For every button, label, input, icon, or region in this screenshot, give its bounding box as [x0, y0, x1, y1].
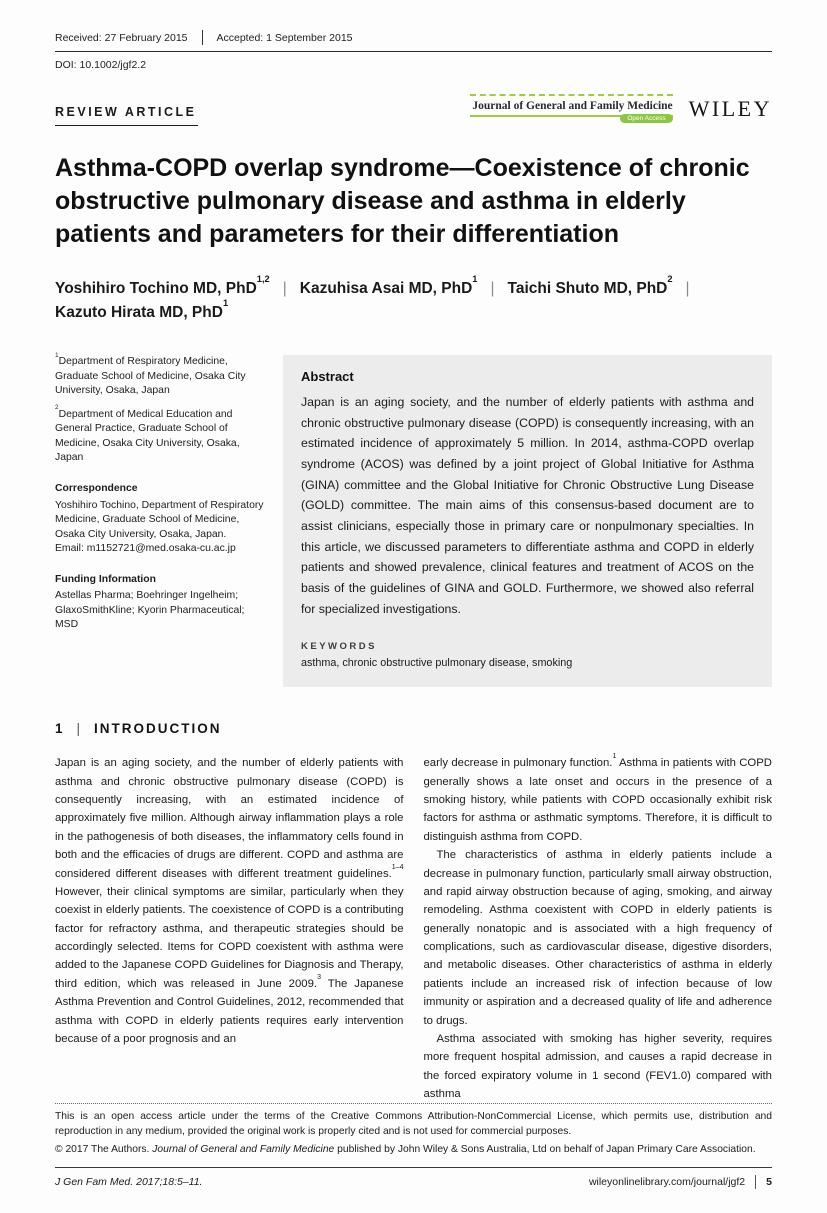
open-access-badge: Open Access [620, 114, 672, 123]
section-heading-introduction [55, 721, 772, 736]
received-date: Received: 27 February 2015 [55, 31, 188, 44]
author-affiliation-sup: 2 [667, 274, 673, 285]
body-column-left [55, 754, 404, 1103]
author-separator: | [490, 280, 495, 297]
abstract-box [283, 355, 772, 687]
correspondence-heading: Correspondence [55, 482, 138, 494]
dates-divider [202, 30, 203, 45]
author-affiliation-sup: 1 [222, 298, 229, 309]
affiliation: $^2$Department of Medical Education and General Practice, Graduate School of Medicine, Osaka City University, Osaka, Japan [55, 404, 240, 464]
body-column-right [424, 754, 773, 1103]
type-banner-row [55, 93, 772, 126]
article-type-label: REVIEW ARTICLE [55, 93, 198, 126]
page-footer [55, 1103, 772, 1189]
section-title: INTRODUCTION [94, 721, 222, 737]
funding-text: Astellas Pharma; Boehringer Ingelheim; GlaxoSmithKline; Kyorin Pharmaceutical; MSD [55, 590, 245, 631]
body-columns [55, 754, 772, 1103]
author: Kazuto Hirata MD, PhD$^1$ [55, 298, 229, 322]
journal-logo-bar [465, 93, 466, 125]
funding-heading: Funding Information [55, 573, 156, 585]
license-note: This is an open access article under the terms of the Creative Commons Attribution-NonCommercial License, which permits use, distribution and reproduction in any medium, provided the original work is properly cited and is not used for commercial purposes. [55, 1103, 772, 1139]
journal-name: Journal of General and Family Medicine [472, 100, 673, 112]
header-rule [55, 51, 772, 52]
journal-url-link[interactable]: wileyonlinelibrary.com/journal/jgf2 [588, 1176, 746, 1189]
author-affiliation-sup: 1,2 [256, 274, 270, 285]
author: Taichi Shuto MD, PhD$^2$ [507, 274, 673, 297]
dates-row [55, 30, 772, 45]
journal-logo [465, 93, 673, 125]
body-paragraph: Japan is an aging society, and the number of elderly patients with asthma and chronic obstructive pulmonary disease (COPD) is consequently increasing, with an estimated incidence of approximately five million. Although airway inflammation plays a role in the pathogenesis of both diseases, the inflammatory cells found in both and the efficacies of drugs are different. COPD and asthma are considered different diseases with different treatment guidelines.$^{1-4}$ However, their clinical symptoms are similar, particularly when they coexist in elderly patients. The coexistence of COPD is a contributing factor for refractory asthma, and therapeutic strategies should be accordingly selected. Items for COPD coexistent with asthma were added to the Japanese COPD Guidelines for Diagnosis and Therapy, third edition, which was released in June 2009.$^3$ The Japanese Asthma Prevention and Control Guidelines, 2012, recommended that asthma with COPD in elderly patients requires early intervention because of a poor prognosis and an [55, 757, 404, 1045]
body-paragraph: The characteristics of asthma in elderly patients include a decrease in pulmonary function, particularly small airway obstruction, and rapid airway obstruction because of aging, smoking, and airway remodeling. Asthma coexistent with COPD in elderly patients is generally nonatopic and is associated with a high frequency of complications, such as cardiovascular disease, digestive disorders, and metabolic diseases. Other characteristics of asthma in elderly patients include an increased risk of infection because of low immunity or aspiration and a decreased quality of life and adherence to drugs. [423, 849, 772, 1027]
info-abstract-section [55, 351, 772, 687]
author-list [55, 274, 755, 325]
journal-citation: J Gen Fam Med. 2017;18:5–11. [55, 1176, 203, 1189]
article-title: Asthma-COPD overlap syndrome—Coexistence of chronic obstructive pulmonary disease and asthma in elderly patients and parameters for their differentiation [55, 154, 750, 248]
keywords: asthma, chronic obstructive pulmonary disease, smoking [301, 657, 573, 670]
footer-rule [55, 1167, 772, 1168]
wiley-logo: WILEY [688, 96, 772, 121]
copyright-note: © 2017 The Authors. Journal of General and Family Medicine published by John Wiley & Sons Australia, Ltd on behalf of Japan Primary Care Association. [55, 1143, 756, 1155]
abstract-text: Japan is an aging society, and the number of elderly patients with asthma and chronic obstructive pulmonary disease (COPD) is consequently increasing, with an estimated incidence of approximately 5 million. In 2014, asthma-COPD overlap syndrome (ACOS) was defined by a joint project of Global Initiative for Asthma (GINA) committee and the Global Initiative for Chronic Obstructive Lung Disease (GOLD) committee. The main aims of this consensus-based document are to assist clinicians, especially those in primary care or nonpulmonary specialties. In this article, we discussed parameters to differentiate asthma and COPD in elderly patients and showed prevalence, clinical features and treatment of ACOS on the basis of the guidelines of GINA and GOLD. Furthermore, we showed also referral for specialized investigations. [301, 395, 754, 616]
author-separator: | [282, 280, 287, 297]
journal-logo-rule [470, 115, 672, 125]
author: Yoshihiro Tochino MD, PhD$^{1,2}$ [55, 274, 270, 297]
keywords-heading: KEYWORDS [301, 641, 377, 653]
doi: DOI: 10.1002/jgf2.2 [55, 59, 147, 71]
body-paragraph: early decrease in pulmonary function.$^1$ Asthma in patients with COPD generally shows a late onset and occurs in the presence of a smoking history, while patients with COPD occasionally exhibit risk factors for asthma or asthmatic symptoms. Therefore, it is difficult to distinguish asthma from COPD. [423, 753, 772, 843]
correspondence-text: Yoshihiro Tochino, Department of Respiratory Medicine, Graduate School of Medicine, Osaka City University, Osaka, Japan. Email: m1152721@med.osaka-cu.ac.jp [55, 499, 264, 555]
author-separator: | [685, 280, 690, 297]
accepted-date: Accepted: 1 September 2015 [216, 31, 353, 44]
affiliation: $^1$Department of Respiratory Medicine, Graduate School of Medicine, Osaka City University, Osaka, Japan [55, 351, 246, 397]
page-number: 5 [766, 1176, 772, 1189]
footer-bar [55, 1175, 772, 1189]
section-number: 1 [55, 721, 65, 737]
author-affiliation-sup: 1 [472, 274, 478, 285]
section-separator: | [76, 721, 83, 737]
article-info-sidebar [55, 351, 269, 687]
correspondence-email-link[interactable]: m1152721@med.osaka-cu.ac.jp [86, 543, 236, 555]
journal-branding [465, 93, 772, 125]
footer-divider [755, 1175, 756, 1189]
author: Kazuhisa Asai MD, PhD$^1$ [299, 274, 478, 297]
journal-logo-topline [470, 94, 672, 96]
abstract-heading: Abstract [301, 369, 354, 385]
body-paragraph: Asthma associated with smoking has higher severity, requires more frequent hospital admission, and causes a rapid decrease in the forced expiratory volume in 1 second (FEV1.0) compared with asthma [423, 1032, 772, 1100]
